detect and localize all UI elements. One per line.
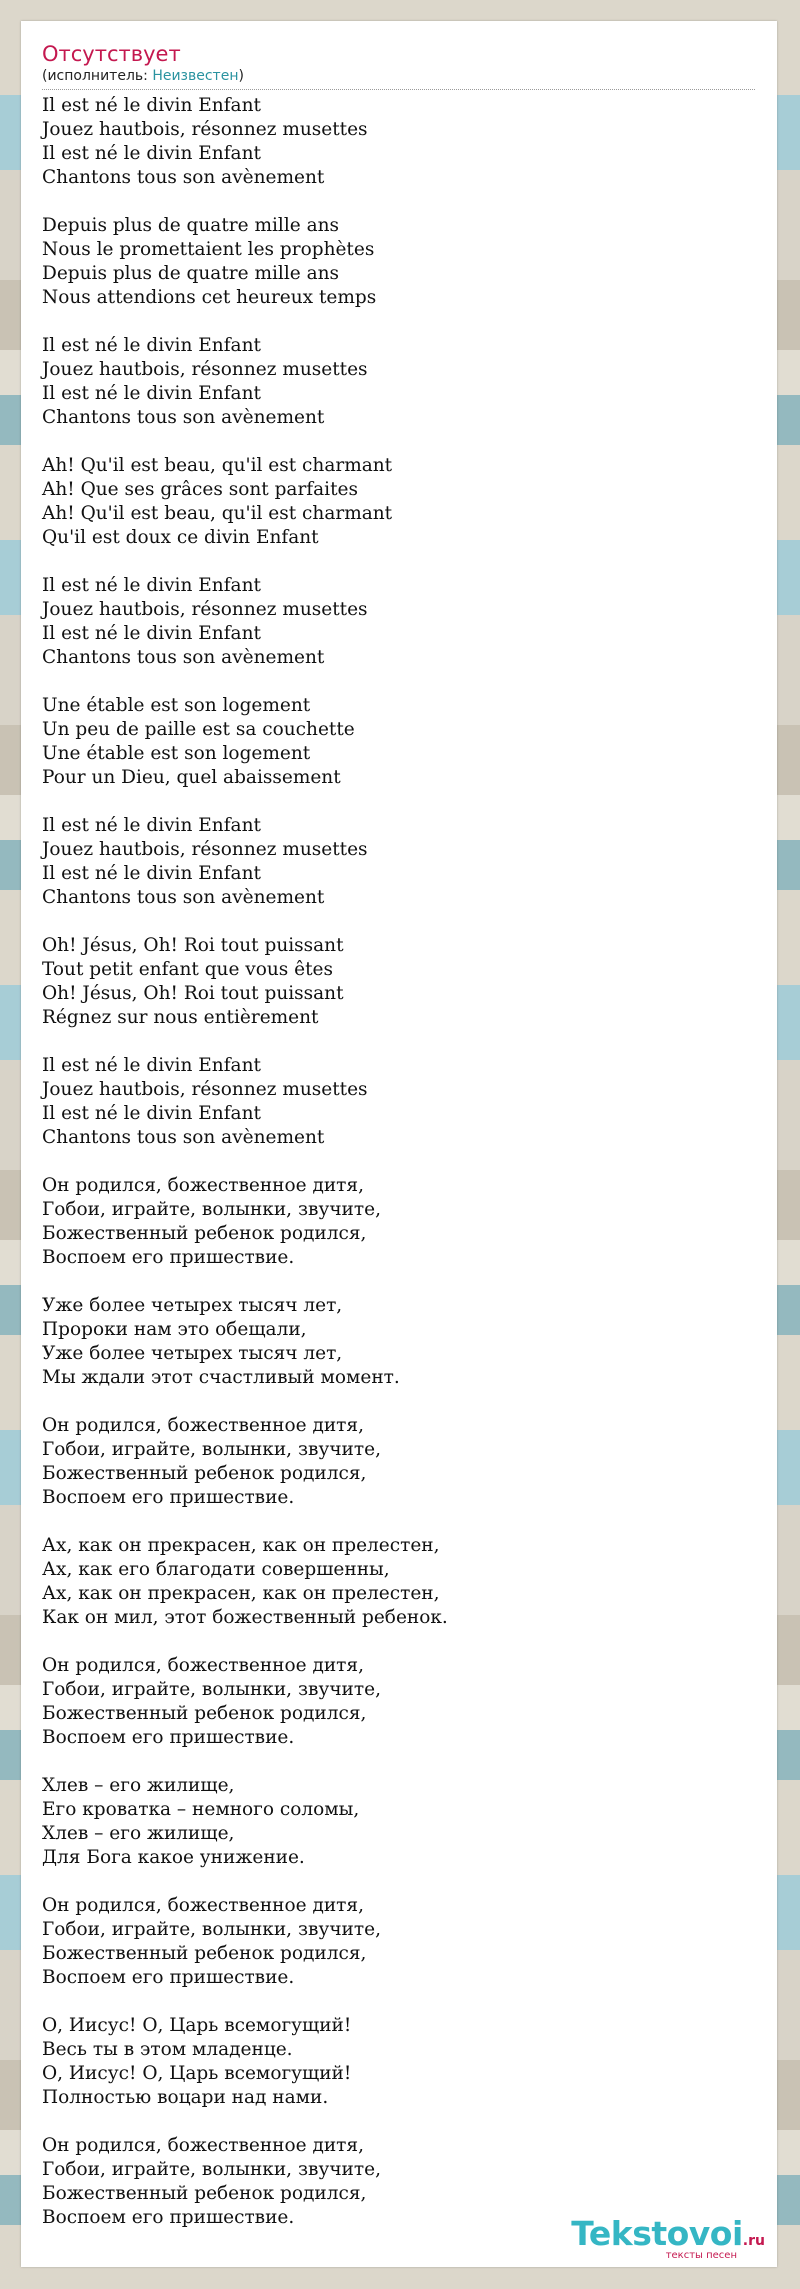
lyrics-line: Jouez hautbois, résonnez musettes xyxy=(42,119,368,140)
stanza xyxy=(42,1414,755,1510)
stanza xyxy=(42,814,755,910)
logo-tagline: тексты песен xyxy=(665,2250,737,2261)
lyrics-line: Oh! Jésus, Oh! Roi tout puissant xyxy=(42,983,344,1004)
lyrics-line: Jouez hautbois, résonnez musettes xyxy=(42,839,368,860)
lyrics-line: Он родился, божественное дитя, xyxy=(42,1655,364,1676)
lyrics-line: Воспоем его пришествие. xyxy=(42,1487,295,1508)
lyrics-line: Гобои, играйте, волынки, звучите, xyxy=(42,1199,381,1220)
stanza xyxy=(42,934,755,1030)
lyrics-line: Il est né le divin Enfant xyxy=(42,1055,261,1076)
lyrics-line: О, Иисус! О, Царь всемогущий! xyxy=(42,2015,352,2036)
lyrics-text xyxy=(42,94,755,2230)
lyrics-line: Воспоем его пришествие. xyxy=(42,1247,295,1268)
lyrics-line: Chantons tous son avènement xyxy=(42,407,325,428)
artist-link[interactable]: Неизвестен xyxy=(152,68,239,84)
lyrics-line: Уже более четырех тысяч лет, xyxy=(42,1295,343,1316)
lyrics-line: Божественный ребенок родился, xyxy=(42,1943,367,1964)
lyrics-line: Il est né le divin Enfant xyxy=(42,335,261,356)
lyrics-line: Хлев – его жилище, xyxy=(42,1823,235,1844)
logo-name: Tekstovoi xyxy=(571,2214,743,2253)
stanza xyxy=(42,94,755,190)
lyrics-line: Пророки нам это обещали, xyxy=(42,1319,307,1340)
lyrics-line: Une étable est son logement xyxy=(42,743,311,764)
lyrics-line: Depuis plus de quatre mille ans xyxy=(42,263,340,284)
lyrics-line: Chantons tous son avènement xyxy=(42,167,325,188)
lyrics-line: Ah! Qu'il est beau, qu'il est charmant xyxy=(42,455,393,476)
stanza xyxy=(42,2014,755,2110)
lyrics-line: Для Бога какое унижение. xyxy=(42,1847,305,1868)
lyrics-line: Jouez hautbois, résonnez musettes xyxy=(42,599,368,620)
lyrics-line: Chantons tous son avènement xyxy=(42,1127,325,1148)
stanza xyxy=(42,694,755,790)
lyrics-line: Il est né le divin Enfant xyxy=(42,143,261,164)
lyrics-line: Oh! Jésus, Oh! Roi tout puissant xyxy=(42,935,344,956)
lyrics-line: Jouez hautbois, résonnez musettes xyxy=(42,359,368,380)
site-logo[interactable] xyxy=(571,2214,765,2261)
stanza xyxy=(42,1774,755,1870)
artist-prefix: (исполнитель: xyxy=(42,68,153,84)
lyrics-line: Il est né le divin Enfant xyxy=(42,95,261,116)
lyrics-line: Régnez sur nous entièrement xyxy=(42,1007,319,1028)
logo-tld: .ru xyxy=(742,2233,765,2249)
lyrics-line: Гобои, играйте, волынки, звучите, xyxy=(42,1919,381,1940)
lyrics-line: Божественный ребенок родился, xyxy=(42,1463,367,1484)
lyrics-line: Хлев – его жилище, xyxy=(42,1775,235,1796)
stanza xyxy=(42,574,755,670)
lyrics-line: Qu'il est doux ce divin Enfant xyxy=(42,527,319,548)
stanza xyxy=(42,1894,755,1990)
stanza xyxy=(42,1174,755,1270)
lyrics-line: Depuis plus de quatre mille ans xyxy=(42,215,340,236)
lyrics-line: Уже более четырех тысяч лет, xyxy=(42,1343,343,1364)
lyrics-line: Воспоем его пришествие. xyxy=(42,1967,295,1988)
stanza xyxy=(42,1654,755,1750)
lyrics-line: Une étable est son logement xyxy=(42,695,311,716)
lyrics-line: Il est né le divin Enfant xyxy=(42,383,261,404)
lyrics-line: Ah! Que ses grâces sont parfaites xyxy=(42,479,358,500)
stanza xyxy=(42,1054,755,1150)
stanza xyxy=(42,334,755,430)
lyrics-line: Il est né le divin Enfant xyxy=(42,1103,261,1124)
lyrics-line: Il est né le divin Enfant xyxy=(42,815,261,836)
stanza xyxy=(42,1294,755,1390)
lyrics-line: Как он мил, этот божественный ребенок. xyxy=(42,1607,448,1628)
lyrics-line: Il est né le divin Enfant xyxy=(42,863,261,884)
lyrics-line: Он родился, божественное дитя, xyxy=(42,1415,364,1436)
lyrics-line: Tout petit enfant que vous êtes xyxy=(42,959,333,980)
lyrics-line: Божественный ребенок родился, xyxy=(42,1703,367,1724)
stanza xyxy=(42,454,755,550)
lyrics-line: Гобои, играйте, волынки, звучите, xyxy=(42,1439,381,1460)
lyrics-line: Pour un Dieu, quel abaissement xyxy=(42,767,341,788)
lyrics-line: Он родился, божественное дитя, xyxy=(42,1895,364,1916)
lyrics-line: Полностью воцари над нами. xyxy=(42,2087,329,2108)
lyrics-line: Ах, как его благодати совершенны, xyxy=(42,1559,390,1580)
lyrics-line: Божественный ребенок родился, xyxy=(42,2183,367,2204)
lyrics-line: Il est né le divin Enfant xyxy=(42,623,261,644)
lyrics-line: Nous le promettaient les prophètes xyxy=(42,239,375,260)
lyrics-line: Jouez hautbois, résonnez musettes xyxy=(42,1079,368,1100)
lyrics-line: Ах, как он прекрасен, как он прелестен, xyxy=(42,1535,440,1556)
lyrics-line: Ah! Qu'il est beau, qu'il est charmant xyxy=(42,503,393,524)
lyrics-line: Он родился, божественное дитя, xyxy=(42,2135,364,2156)
lyrics-line: Воспоем его пришествие. xyxy=(42,2207,295,2228)
lyrics-line: Chantons tous son avènement xyxy=(42,647,325,668)
lyrics-line: Chantons tous son avènement xyxy=(42,887,325,908)
lyrics-line: Мы ждали этот счастливый момент. xyxy=(42,1367,400,1388)
artist-suffix: ) xyxy=(238,68,244,84)
lyrics-line: Его кроватка – немного соломы, xyxy=(42,1799,360,1820)
stanza xyxy=(42,1534,755,1630)
artist-line xyxy=(42,67,755,90)
lyrics-line: Он родился, божественное дитя, xyxy=(42,1175,364,1196)
lyrics-line: Гобои, играйте, волынки, звучите, xyxy=(42,2159,381,2180)
lyrics-line: О, Иисус! О, Царь всемогущий! xyxy=(42,2063,352,2084)
lyrics-line: Nous attendions cet heureux temps xyxy=(42,287,377,308)
lyrics-card xyxy=(21,21,777,2267)
song-title: Отсутствует xyxy=(42,42,181,66)
lyrics-line: Воспоем его пришествие. xyxy=(42,1727,295,1748)
lyrics-line: Божественный ребенок родился, xyxy=(42,1223,367,1244)
lyrics-line: Il est né le divin Enfant xyxy=(42,575,261,596)
stanza xyxy=(42,214,755,310)
lyrics-line: Un peu de paille est sa couchette xyxy=(42,719,355,740)
lyrics-line: Гобои, играйте, волынки, звучите, xyxy=(42,1679,381,1700)
lyrics-line: Ах, как он прекрасен, как он прелестен, xyxy=(42,1583,440,1604)
lyrics-line: Весь ты в этом младенце. xyxy=(42,2039,293,2060)
